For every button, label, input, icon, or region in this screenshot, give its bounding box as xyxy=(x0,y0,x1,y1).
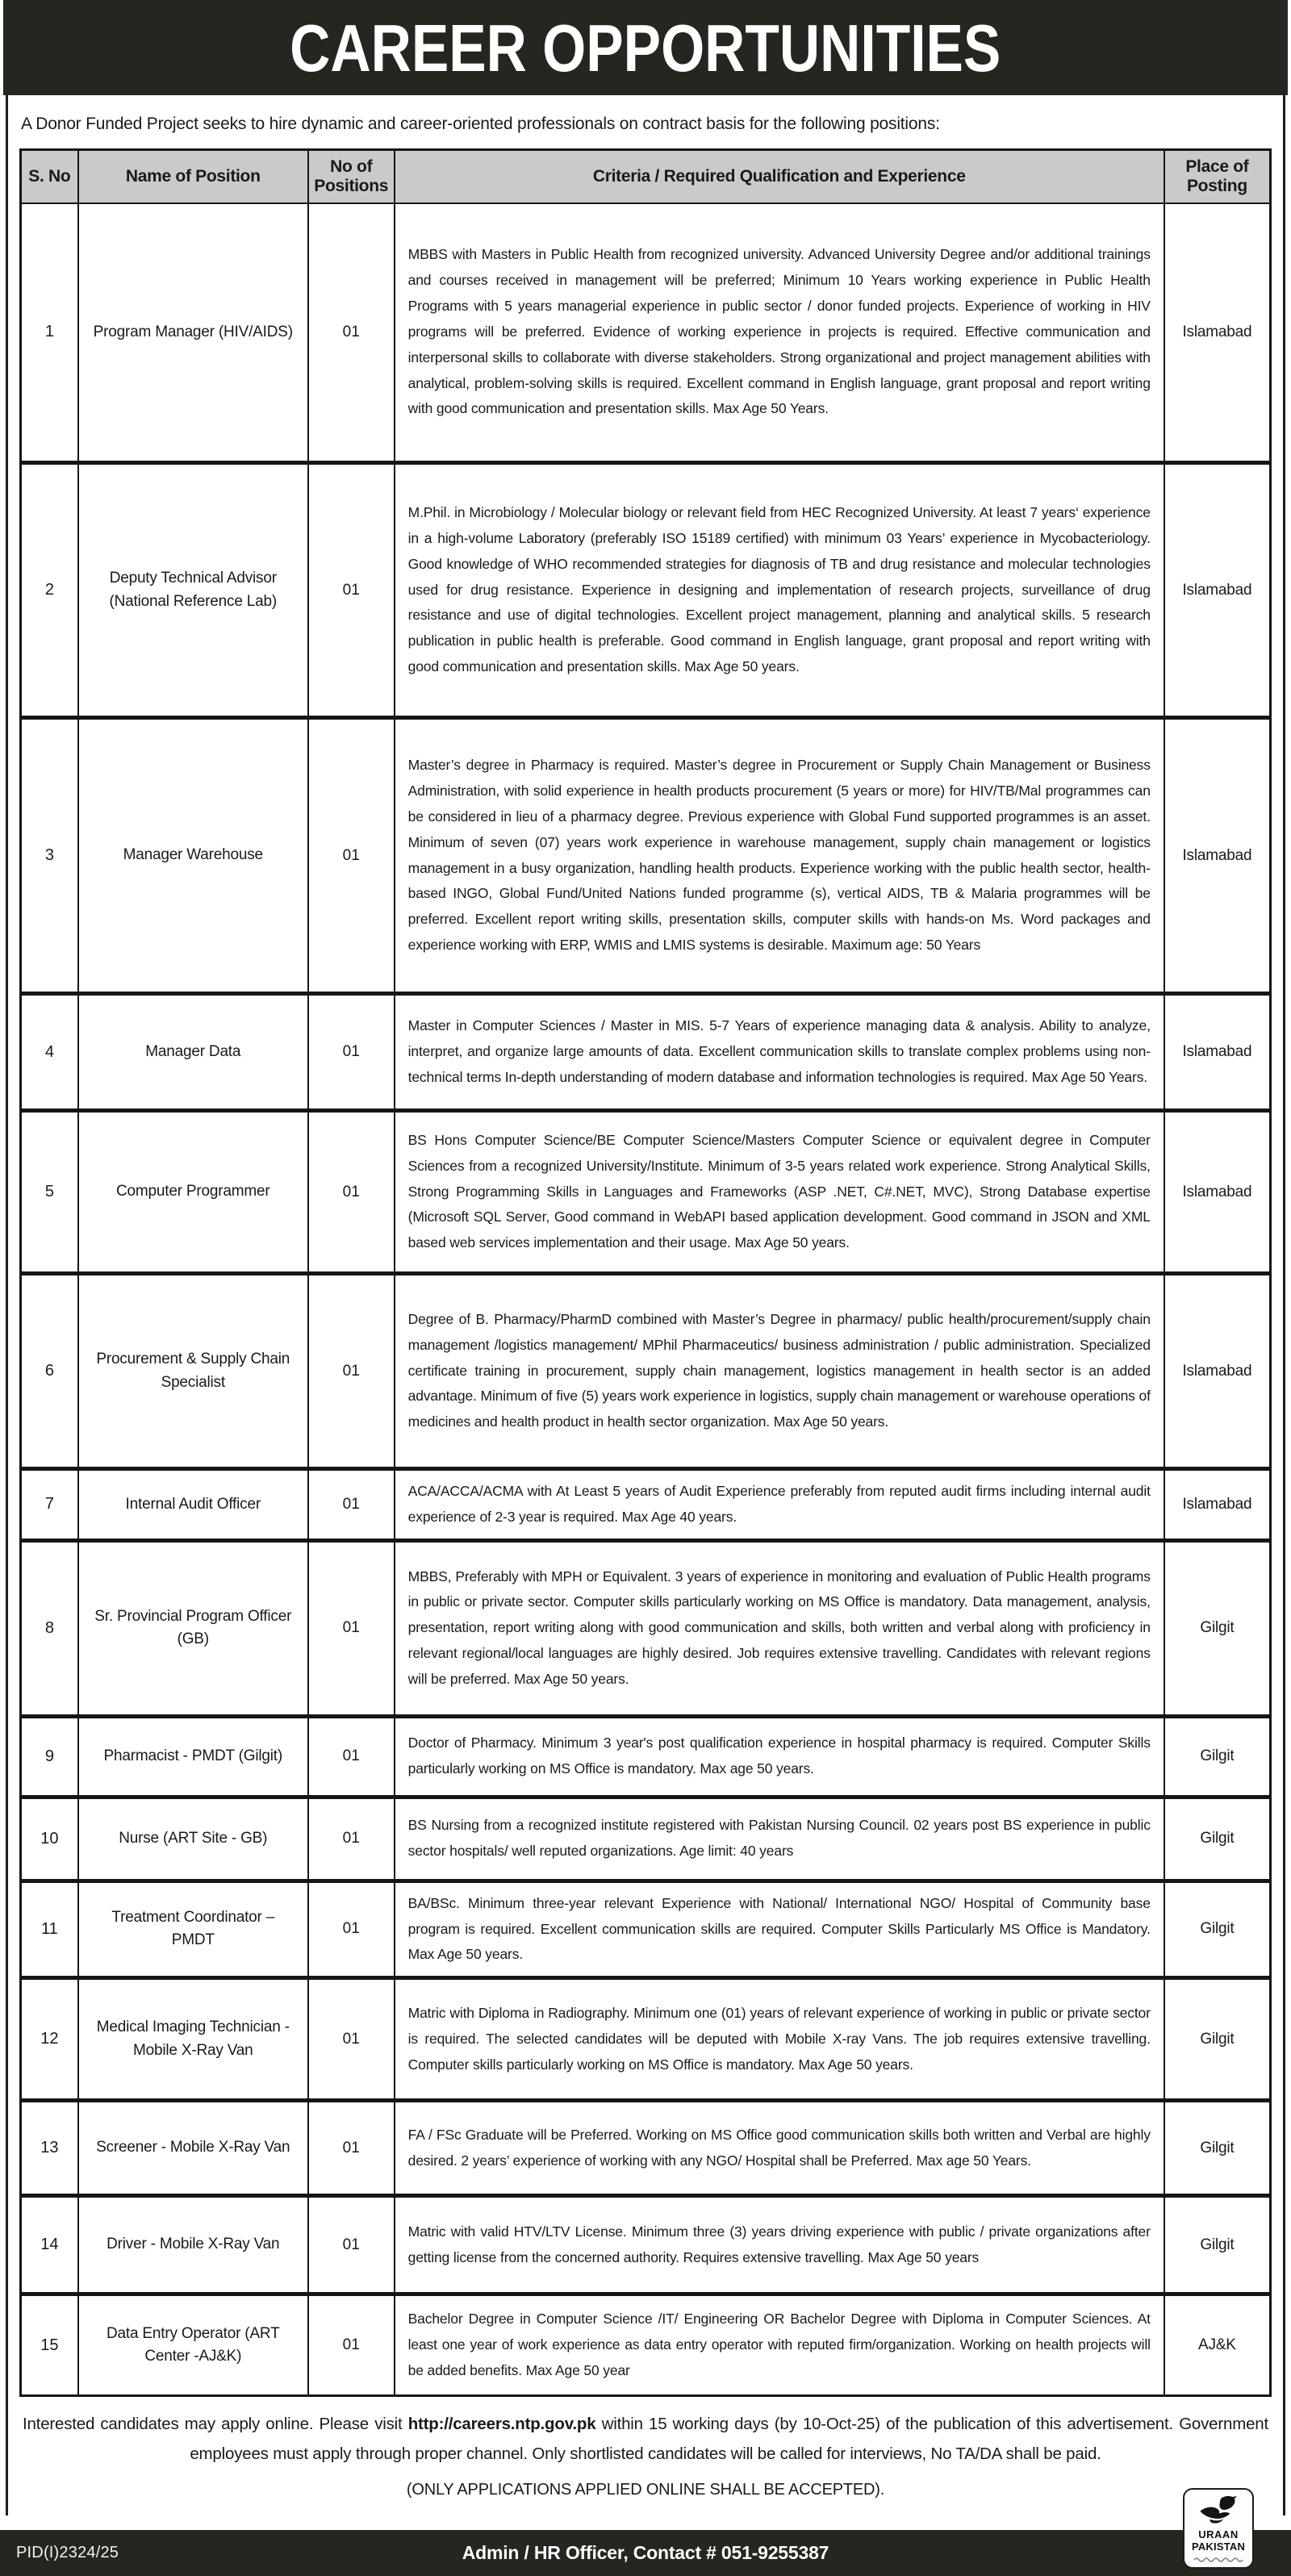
table-row xyxy=(21,463,1271,718)
row-criteria: BS Nursing from a recognized institute registered with Pakistan Nursing Council. 02 years post BS experience in public sector hospitals/ well reputed organizations. Age limit: 40 years xyxy=(395,1797,1164,1881)
intro-text: A Donor Funded Project seeks to hire dynamic and career-oriented professionals on contract basis for the following positions: xyxy=(21,115,940,133)
row-position-name: Program Manager (HIV/AIDS) xyxy=(78,203,308,463)
footer-bar xyxy=(0,2530,1291,2576)
row-place: Islamabad xyxy=(1164,1274,1271,1469)
positions-table xyxy=(19,148,1272,2397)
row-place: Islamabad xyxy=(1164,1111,1271,1274)
col-header-sno: S. No xyxy=(21,150,78,203)
row-place: Gilgit xyxy=(1164,2101,1271,2196)
row-place: Gilgit xyxy=(1164,2196,1271,2294)
table-row xyxy=(21,2101,1271,2196)
row-criteria: MBBS with Masters in Public Health from recognized university. Advanced University Degree and/or additional trainings and courses received in management will be preferred; Minimum 10 Years working experience in Public Health Programs with 5 years managerial experience in public sector / donor funded projects. Experience of working in HIV programs will be preferred. Evidence of working experience in projects is required. Effective communication and interpersonal skills to collaborate with diverse stakeholders. Strong organizational and project management abilities with analytical, problem-solving skills is required. Excellent command in English language, grant proposal and report writing with good communication and presentation skills. Max Age 50 Years. xyxy=(395,203,1164,463)
row-sno: 11 xyxy=(21,1881,78,1978)
row-positions-count: 01 xyxy=(308,203,395,463)
row-sno: 8 xyxy=(21,1540,78,1716)
row-position-name: Treatment Coordinator – PMDT xyxy=(78,1881,308,1978)
row-place: Islamabad xyxy=(1164,718,1271,994)
row-positions-count: 01 xyxy=(308,1881,395,1978)
urdu-tagline-script xyxy=(1193,2556,1243,2562)
row-sno: 1 xyxy=(21,203,78,463)
table-row xyxy=(21,1540,1271,1716)
row-position-name: Procurement & Supply Chain Specialist xyxy=(78,1274,308,1469)
logo-text-line1: URAAN xyxy=(1198,2528,1239,2541)
row-position-name: Pharmacist - PMDT (Gilgit) xyxy=(78,1716,308,1797)
row-criteria: Master in Computer Sciences / Master in MIS. 5-7 Years of experience managing data & analysis. Ability to analyze, interpret, and organize large amounts of data. Excellent communication skills to translate complex problems using non-technical terms In-depth understanding of modern database and information technologies is required. Max Age 50 Years. xyxy=(395,994,1164,1111)
row-positions-count: 01 xyxy=(308,2196,395,2294)
apply-note-post: within 15 working days (by 10-Oct-25) of the publication of this advertisement. Government employees must apply through proper channel. Only shortlisted candidates will be called for interviews, No TA/DA shall be paid. xyxy=(190,2415,1268,2464)
row-sno: 4 xyxy=(21,994,78,1111)
row-position-name: Nurse (ART Site - GB) xyxy=(78,1797,308,1881)
row-criteria: Bachelor Degree in Computer Science /IT/ Engineering OR Bachelor Degree with Diploma in Computer Sciences. At least one year of work experience as data entry operator with reputed firm/organization. Working on health projects will be added benefits. Max Age 50 year xyxy=(395,2294,1164,2396)
page-title: CAREER OPPORTUNITIES xyxy=(290,10,1001,86)
row-positions-count: 01 xyxy=(308,994,395,1111)
col-header-position-name: Name of Position xyxy=(78,150,308,203)
row-place: AJ&K xyxy=(1164,2294,1271,2396)
table-row xyxy=(21,718,1271,994)
row-sno: 9 xyxy=(21,1716,78,1797)
row-positions-count: 01 xyxy=(308,1797,395,1881)
row-position-name: Screener - Mobile X-Ray Van xyxy=(78,2101,308,2196)
table-body xyxy=(21,203,1271,2396)
apply-instructions xyxy=(13,2397,1278,2471)
apply-url: http://careers.ntp.gov.pk xyxy=(407,2415,596,2434)
row-place: Gilgit xyxy=(1164,1881,1271,1978)
col-header-criteria: Criteria / Required Qualification and Experience xyxy=(395,150,1164,203)
row-place: Gilgit xyxy=(1164,1716,1271,1797)
row-positions-count: 01 xyxy=(308,1274,395,1469)
row-criteria: Degree of B. Pharmacy/PharmD combined with Master’s Degree in pharmacy/ public health/procurement/supply chain management /logistics management/ MPhil Pharmaceutics/ business administration / public administration. Specialized certificate training in procurement, supply chain management, logistics management in health sector is an added advantage. Minimum of five (5) years work experience in logistics, supply chain management or warehouse operations of medicines and health product in health sector organization. Max Age 50 years. xyxy=(395,1274,1164,1469)
contact-info: Admin / HR Officer, Contact # 051-9255387 xyxy=(462,2542,829,2563)
col-header-place: Place of Posting xyxy=(1164,150,1271,203)
table-row xyxy=(21,2196,1271,2294)
row-sno: 3 xyxy=(21,718,78,994)
row-sno: 12 xyxy=(21,1978,78,2101)
row-sno: 10 xyxy=(21,1797,78,1881)
row-position-name: Deputy Technical Advisor (National Reference Lab) xyxy=(78,463,308,718)
table-header xyxy=(21,150,1271,203)
table-row xyxy=(21,1978,1271,2101)
row-positions-count: 01 xyxy=(308,718,395,994)
row-sno: 15 xyxy=(21,2294,78,2396)
table-row xyxy=(21,1274,1271,1469)
row-position-name: Manager Warehouse xyxy=(78,718,308,994)
row-positions-count: 01 xyxy=(308,1111,395,1274)
uraan-pakistan-logo xyxy=(1183,2488,1254,2569)
row-sno: 13 xyxy=(21,2101,78,2196)
row-criteria: Doctor of Pharmacy. Minimum 3 year's post qualification experience in hospital pharmacy is required. Computer Skills particularly working on MS Office is mandatory. Max age 50 years. xyxy=(395,1716,1164,1797)
row-criteria: FA / FSc Graduate will be Preferred. Working on MS Office good communication skills both written and Verbal are highly desired. 2 years’ experience of working with any NGO/ Hospital shall be Preferred. Max age 50 Years. xyxy=(395,2101,1164,2196)
table-row xyxy=(21,1716,1271,1797)
row-place: Islamabad xyxy=(1182,323,1252,340)
logo-text-line2: PAKISTAN xyxy=(1191,2541,1246,2553)
table-row xyxy=(21,994,1271,1111)
row-criteria: Master’s degree in Pharmacy is required. Master’s degree in Procurement or Supply Chain Management or Business Administration, with solid experience in health products procurement (5 years or more) for HIV/TB/Mal programmes can be considered in lieu of a pharmacy degree. Previous experience with Global Fund supported programmes is an asset. Minimum of seven (07) years work experience in warehouse management, supply chain management or logistics management in a busy organization, handling health products. Experience working with the public health sector, health-based INGO, Global Fund/United Nations funded programme (s), vertical AIDS, TB & Malaria programmes will be preferred. Excellent report writing skills, presentation skills, computer skills with hands-on Ms. Word packages and experience working with ERP, WMIS and LMIS systems is desirable. Maximum age: 50 Years xyxy=(395,718,1164,994)
row-sno: 6 xyxy=(21,1274,78,1469)
apply-note-pre: Interested candidates may apply online. Please visit xyxy=(23,2415,408,2434)
row-positions-count: 01 xyxy=(308,1469,395,1541)
row-position-name: Internal Audit Officer xyxy=(78,1469,308,1541)
row-sno: 2 xyxy=(21,463,78,718)
table-row xyxy=(21,1797,1271,1881)
row-positions-count: 01 xyxy=(308,1540,395,1716)
row-positions-count: 01 xyxy=(308,1716,395,1797)
row-positions-count: 01 xyxy=(308,2101,395,2196)
row-place: Gilgit xyxy=(1164,1540,1271,1716)
row-criteria: ACA/ACCA/ACMA with At Least 5 years of Audit Experience preferably from reputed audit firms including internal audit experience of 2-3 year is required. Max Age 40 years. xyxy=(395,1469,1164,1541)
table-row xyxy=(21,2294,1271,2396)
row-criteria: Matric with valid HTV/LTV License. Minimum three (3) years driving experience with public / private organizations after getting license from the concerned authority. Requires extensive travelling. Max Age 50 years xyxy=(395,2196,1164,2294)
table-row xyxy=(21,1881,1271,1978)
row-position-name: Driver - Mobile X-Ray Van xyxy=(78,2196,308,2294)
row-positions-count: 01 xyxy=(308,1978,395,2101)
pid-number: PID(I)2324/25 xyxy=(16,2544,119,2561)
row-position-name: Computer Programmer xyxy=(78,1111,308,1274)
row-sno: 7 xyxy=(21,1469,78,1541)
row-place: Gilgit xyxy=(1164,1978,1271,2101)
row-position-name: Medical Imaging Technician - Mobile X-Ray Van xyxy=(78,1978,308,2101)
row-place: Islamabad xyxy=(1164,463,1271,718)
row-positions-count: 01 xyxy=(308,463,395,718)
row-criteria: Matric with Diploma in Radiography. Minimum one (01) years of relevant experience of working in public or private sector is required. The selected candidates will be deputed with Mobile X-ray Vans. The job requires extensive travelling. Computer skills particularly working on MS Office is mandatory. Max Age 50 years. xyxy=(395,1978,1164,2101)
row-position-name: Sr. Provincial Program Officer (GB) xyxy=(78,1540,308,1716)
content-frame xyxy=(6,95,1285,2515)
table-row xyxy=(21,203,1271,463)
row-criteria: M.Phil. in Microbiology / Molecular biology or relevant field from HEC Recognized University. At least 7 years‘ experience in a high-volume Laboratory (preferably ISO 15189 certified) with minimum 03 Years’ experience in Mycobacteriology. Good knowledge of WHO recommended strategies for diagnosis of TB and drug resistance and molecular technologies used for drug resistance. Experience in designing and implementation of research projects, surveillance of drug resistance and use of digital technologies. Excellent project management, planning and analytical skills. 5 research publication in public health is preferable. Good command in English language, grant proposal and report writing with good communication and presentation skills. Max Age 50 years. xyxy=(395,463,1164,718)
row-sno: 14 xyxy=(21,2196,78,2294)
row-criteria: BS Hons Computer Science/BE Computer Science/Masters Computer Science or equivalent degree in Computer Sciences from a recognized University/Institute. Minimum of 3-5 years related work experience. Strong Analytical Skills, Strong Programming Skills in Languages and Frameworks (ASP .NET, C#.NET, MVC), Strong Database expertise (Microsoft SQL Server, Good command in WebAPI based application development. Good command in JSON and XML based web services implementation and their usage. Max Age 50 years. xyxy=(395,1111,1164,1274)
online-only-note: (ONLY APPLICATIONS APPLIED ONLINE SHALL BE ACCEPTED). xyxy=(406,2481,885,2499)
table-row xyxy=(21,1111,1271,1274)
col-header-positions-count: No of Positions xyxy=(308,150,395,203)
row-place: Islamabad xyxy=(1164,1469,1271,1541)
table-row xyxy=(21,1469,1271,1541)
bird-icon xyxy=(1197,2495,1239,2528)
row-place: Gilgit xyxy=(1164,1797,1271,1881)
row-positions-count: 01 xyxy=(308,2294,395,2396)
row-criteria: MBBS, Preferably with MPH or Equivalent. 3 years of experience in monitoring and evaluation of Public Health programs in public or private sector. Computer skills particularly working on MS Office is mandatory. Data management, analysis, presentation, report writing along with good communication and skills, both written and verbal along with proficiency in relevant regional/local languages are highly desired. Job requires extensive travelling. Candidates with relevant regions will be preferred. Max Age 50 years. xyxy=(395,1540,1164,1716)
row-position-name: Data Entry Operator (ART Center -AJ&K) xyxy=(78,2294,308,2396)
row-sno: 5 xyxy=(21,1111,78,1274)
row-position-name: Manager Data xyxy=(78,994,308,1111)
row-place: Islamabad xyxy=(1164,994,1271,1111)
title-banner xyxy=(3,0,1288,95)
row-criteria: BA/BSc. Minimum three-year relevant Experience with National/ International NGO/ Hospital of Community base program is required. Excellent communication skills are required. Computer Skills Particularly MS Office is Mandatory. Max Age 50 years. xyxy=(395,1881,1164,1978)
